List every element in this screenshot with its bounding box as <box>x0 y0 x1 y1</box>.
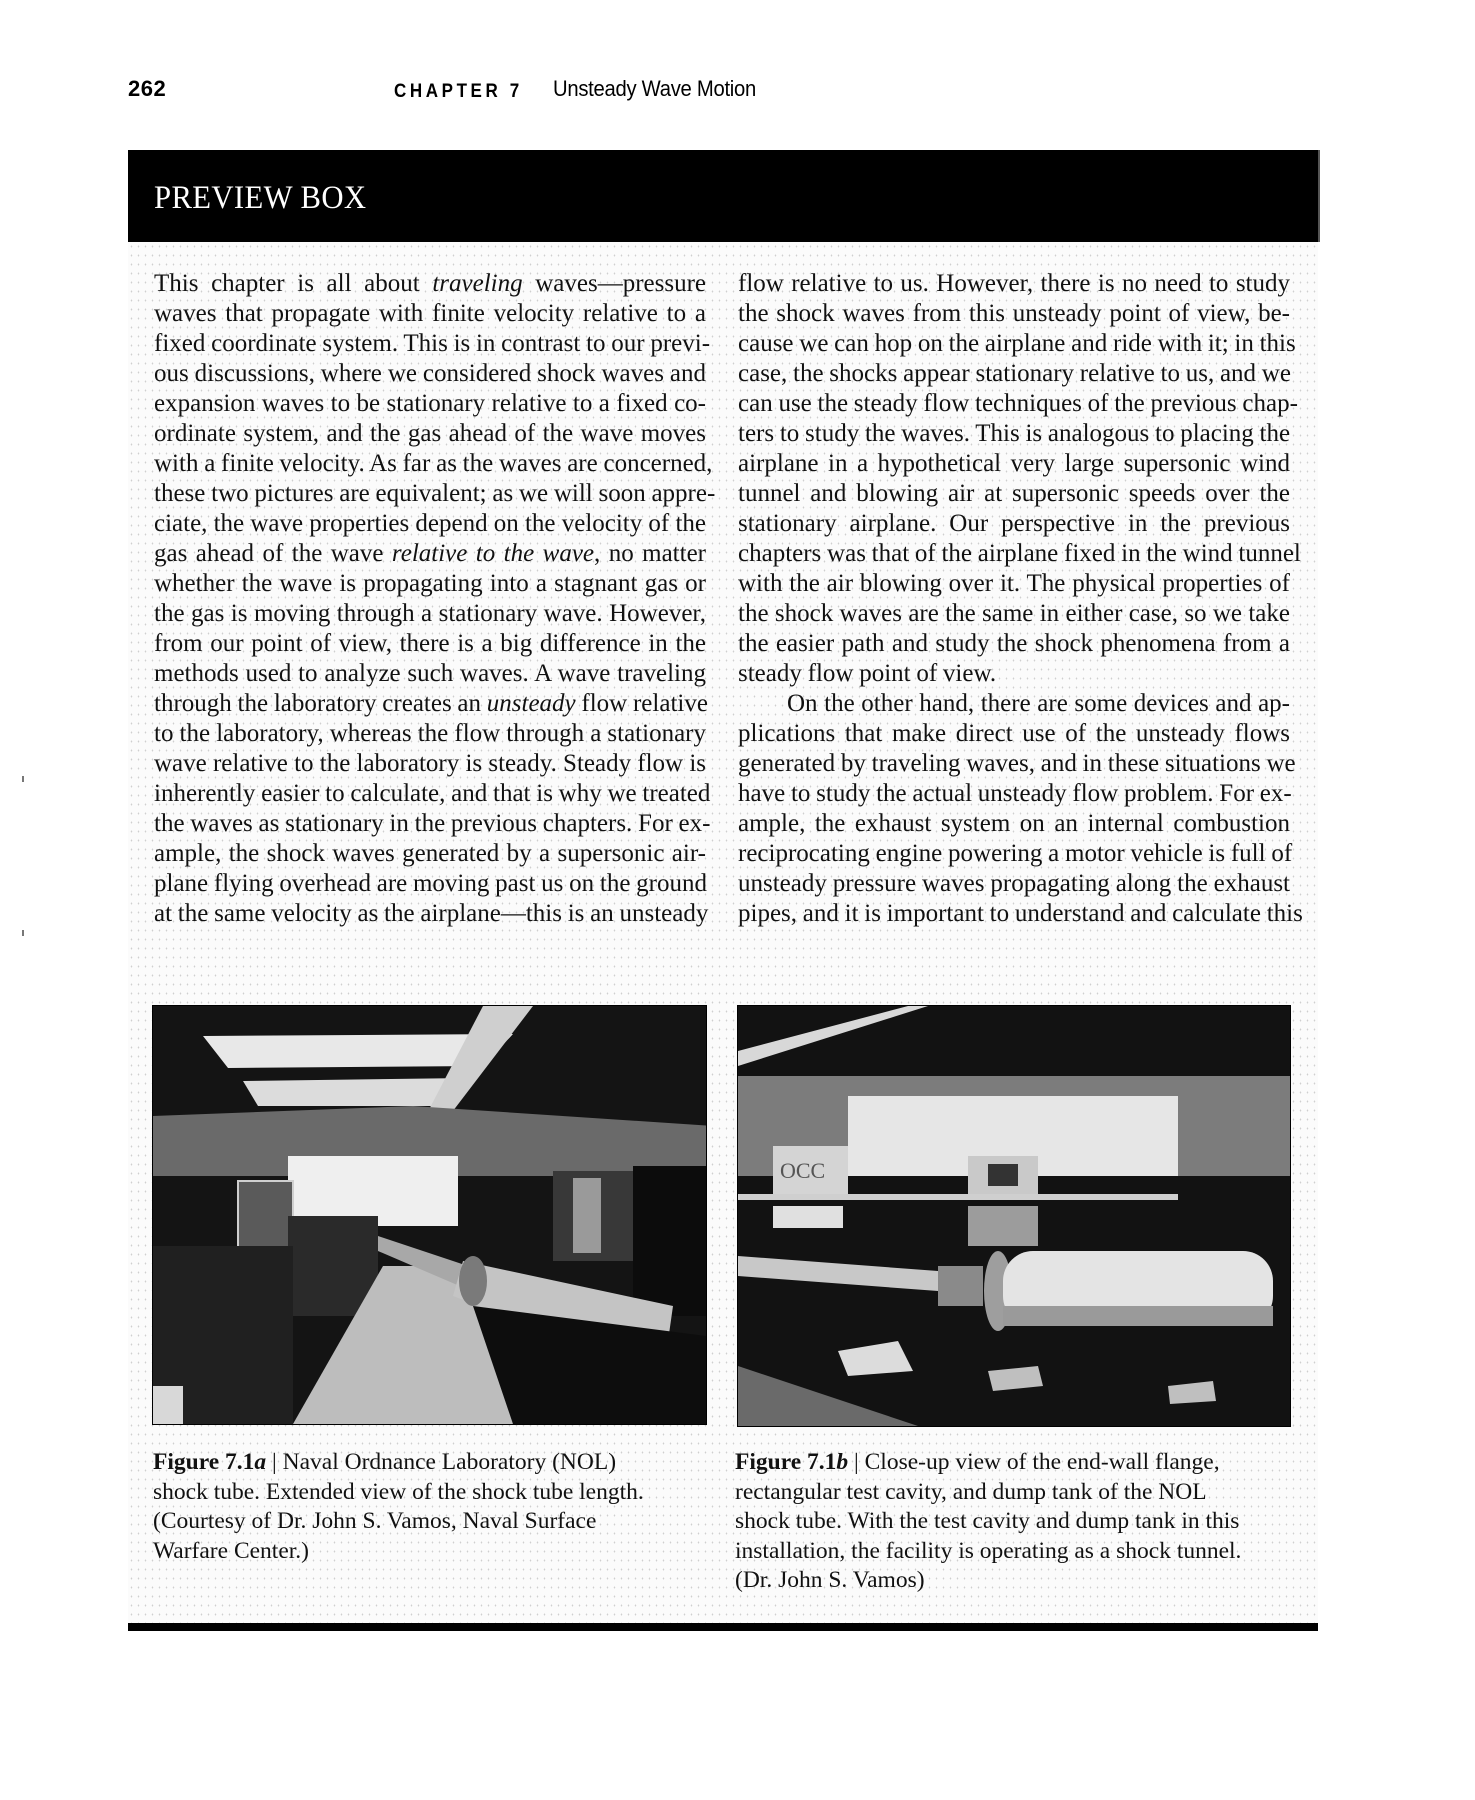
text-line: with a finite velocity. As far as the waves are concerned, <box>154 450 713 477</box>
text-line: reciprocating engine powering a motor vehicle is full of <box>738 840 1293 867</box>
running-head <box>394 76 773 102</box>
text-line: plane flying overhead are moving past us on the ground <box>154 870 707 897</box>
text-line: ample, the shock waves generated by a supersonic air- <box>154 840 706 867</box>
text-line: these two pictures are equivalent; as we will soon appre- <box>154 480 716 507</box>
text-line: with the air blowing over it. The physical properties of <box>738 570 1290 597</box>
text-column-right <box>738 269 1303 929</box>
figure-7-1b-caption <box>735 1448 1241 1596</box>
text-line: ample, the exhaust system on an internal combustion <box>738 810 1290 837</box>
preview-box-header <box>128 150 1320 242</box>
text-line: methods used to analyze such waves. A wave traveling <box>154 660 706 687</box>
text-line: ordinate system, and the gas ahead of the wave moves <box>154 420 706 447</box>
bottom-rule <box>128 1623 1318 1631</box>
text-line: expansion waves to be stationary relative to a fixed co- <box>154 390 706 417</box>
text-line: ous discussions, where we considered shock waves and <box>154 360 706 387</box>
text-column-left <box>154 269 716 929</box>
text-line: the shock waves are the same in either case, so we take <box>738 600 1290 627</box>
caption-line: rectangular test cavity, and dump tank of the NOL <box>735 1478 1207 1505</box>
text-line: fixed coordinate system. This is in contrast to our previ- <box>154 330 711 357</box>
text-line: case, the shocks appear stationary relative to us, and we <box>738 360 1291 387</box>
figure-7-1a-photo <box>152 1005 707 1425</box>
text-line: from our point of view, there is a big difference in the <box>154 630 706 657</box>
text-line: airplane in a hypothetical very large supersonic wind <box>738 450 1290 477</box>
caption-line: shock tube. Extended view of the shock tube length. <box>153 1478 644 1505</box>
text-line: the easier path and study the shock phenomena from a <box>738 630 1290 657</box>
figure-7-1b-photo <box>737 1005 1291 1427</box>
chapter-label: CHAPTER 7 <box>394 79 523 102</box>
text-line: waves that propagate with finite velocity relative to a <box>154 300 706 327</box>
text-line: generated by traveling waves, and in these situations we <box>738 750 1296 777</box>
text-line: the waves as stationary in the previous chapters. For ex- <box>154 810 711 837</box>
text-line: at the same velocity as the airplane—this is an unsteady <box>154 900 709 927</box>
figure-label: Figure 7.1b <box>735 1449 849 1475</box>
figure-7-1a-caption <box>153 1448 644 1566</box>
caption-line: (Courtesy of Dr. John S. Vamos, Naval Surface <box>153 1508 597 1534</box>
figure-label: Figure 7.1a <box>153 1449 267 1475</box>
caption-line: Figure 7.1b | Close-up view of the end-wall flange, <box>735 1449 1220 1475</box>
text-line: the shock waves from this unsteady point of view, be- <box>738 300 1290 327</box>
page-number: 262 <box>128 76 167 101</box>
text-line: This chapter is all about traveling waves—pressure <box>154 270 706 297</box>
scan-mark <box>22 930 24 936</box>
caption-line: Figure 7.1a | Naval Ordnance Laboratory (NOL) <box>153 1449 617 1475</box>
text-line: wave relative to the laboratory is steady. Steady flow is <box>154 750 706 777</box>
svg-text:OCC: OCC <box>780 1158 826 1183</box>
caption-line: shock tube. With the test cavity and dump tank in this <box>735 1508 1240 1534</box>
text-line: pipes, and it is important to understand and calculate this <box>738 900 1303 927</box>
text-line: whether the wave is propagating into a stagnant gas or <box>154 570 706 597</box>
text-line: to the laboratory, whereas the flow through a stationary <box>154 720 706 747</box>
text-line: steady flow point of view. <box>738 660 997 687</box>
text-line: flow relative to us. However, there is no need to study <box>738 270 1290 297</box>
shock-tube-hall-image <box>153 1006 706 1424</box>
text-line: have to study the actual unsteady flow problem. For ex- <box>738 780 1292 807</box>
caption-line: Warfare Center.) <box>153 1537 309 1564</box>
text-line: can use the steady flow techniques of the previous chap- <box>738 390 1298 417</box>
text-line: unsteady pressure waves propagating along the exhaust <box>738 870 1290 897</box>
text-line: the gas is moving through a stationary wave. However, <box>154 600 706 627</box>
text-line: plications that make direct use of the unsteady flows <box>738 720 1290 747</box>
text-line: On the other hand, there are some devices and ap- <box>787 690 1290 717</box>
text-line: cause we can hop on the airplane and ride with it; in this <box>738 330 1296 357</box>
text-line: tunnel and blowing air at supersonic speeds over the <box>738 480 1290 507</box>
scan-mark <box>22 776 24 782</box>
preview-box-title: PREVIEW BOX <box>154 180 367 216</box>
text-line: chapters was that of the airplane fixed in the wind tunnel <box>738 540 1301 567</box>
text-line: inherently easier to calculate, and that is why we treated <box>154 780 711 807</box>
text-line: through the laboratory creates an unsteady flow relative <box>154 690 708 717</box>
text-line: ciate, the wave properties depend on the velocity of the <box>154 510 706 537</box>
end-wall-flange-image <box>738 1006 1290 1426</box>
chapter-title: Unsteady Wave Motion <box>552 76 756 101</box>
caption-line: (Dr. John S. Vamos) <box>735 1567 925 1593</box>
text-line: ters to study the waves. This is analogous to placing the <box>738 420 1291 447</box>
caption-line: installation, the facility is operating as a shock tunnel. <box>735 1537 1242 1564</box>
text-line: gas ahead of the wave relative to the wave, no matter <box>154 540 706 567</box>
text-line: stationary airplane. Our perspective in the previous <box>738 510 1290 537</box>
